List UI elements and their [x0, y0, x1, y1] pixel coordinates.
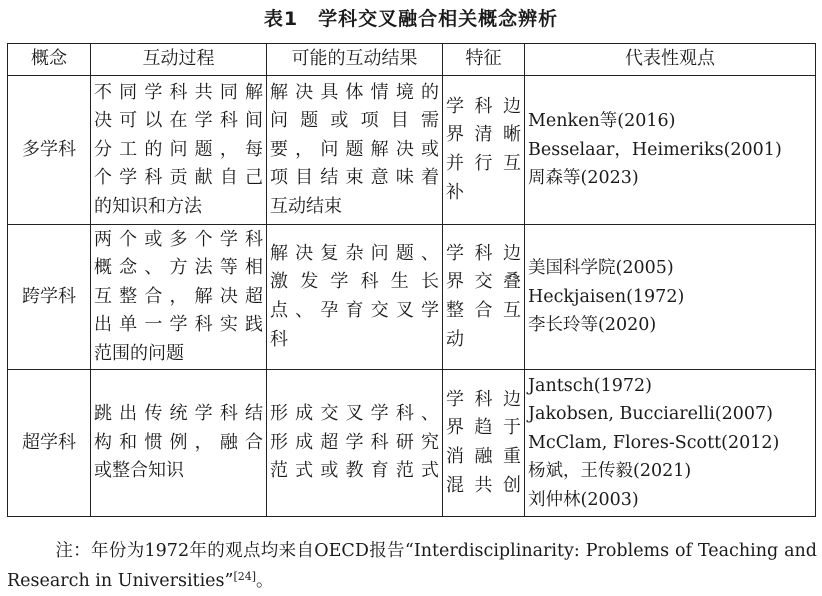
result-cell: 解决具体情境的 问题或项目需 要，问题解决或 项目结束意味着 互动结束	[267, 76, 443, 225]
header-refs: 代表性观点	[525, 44, 816, 76]
table-title: 表1 学科交叉融合相关概念辨析	[263, 8, 559, 30]
header-feature: 特征	[443, 44, 525, 76]
concept-cell: 跨学科	[8, 225, 91, 370]
refs-cell: Menken等(2016) Besselaar，Heimeriks(2001) 周森等(2023)	[525, 76, 816, 225]
process-cell: 两个或多个学科 概念、方法等相 互整合，解决超 出单一学科实践 范围的问题	[91, 225, 267, 370]
header-process: 互动过程	[91, 44, 267, 76]
table-row	[8, 76, 816, 225]
result-cell: 解决复杂问题、 激发学科生长 点、孕育交叉学 科	[267, 225, 443, 370]
refs-cell: 美国科学院(2005) Heckjaisen(1972) 李长玲等(2020)	[525, 225, 816, 370]
concept-cell: 超学科	[8, 370, 91, 517]
table-note	[7, 536, 817, 596]
note-text: 注：年份为1972年的观点均来自OECD报告“Interdisciplinarity: Problems of Teaching and Research in Universities”	[7, 541, 817, 591]
table-header-row	[8, 44, 816, 76]
process-cell: 不同学科共同解 决可以在学科间 分工的问题，每 个学科贡献自己 的知识和方法	[91, 76, 267, 225]
note-end: 。	[256, 571, 274, 591]
concept-table	[7, 43, 816, 517]
feature-cell: 学科边 界交叠 整合互 动	[443, 225, 525, 370]
concept-cell: 多学科	[8, 76, 91, 225]
header-result: 可能的互动结果	[267, 44, 443, 76]
note-citation: [24]	[233, 570, 257, 583]
header-concept: 概念	[8, 44, 91, 76]
feature-cell: 学科边 界趋于 消融重 混共创	[443, 370, 525, 517]
feature-cell: 学科边 界清晰 并行互 补	[443, 76, 525, 225]
process-cell: 跳出传统学科结 构和惯例，融合 或整合知识	[91, 370, 267, 517]
table-row	[8, 370, 816, 517]
result-cell: 形成交叉学科、 形成超学科研究 范式或教育范式	[267, 370, 443, 517]
refs-cell: Jantsch(1972) Jakobsen, Bucciarelli(2007) McClam, Flores-Scott(2012) 杨斌，王传毅(2021) 刘仲林(2003)	[525, 370, 816, 517]
table-row	[8, 225, 816, 370]
